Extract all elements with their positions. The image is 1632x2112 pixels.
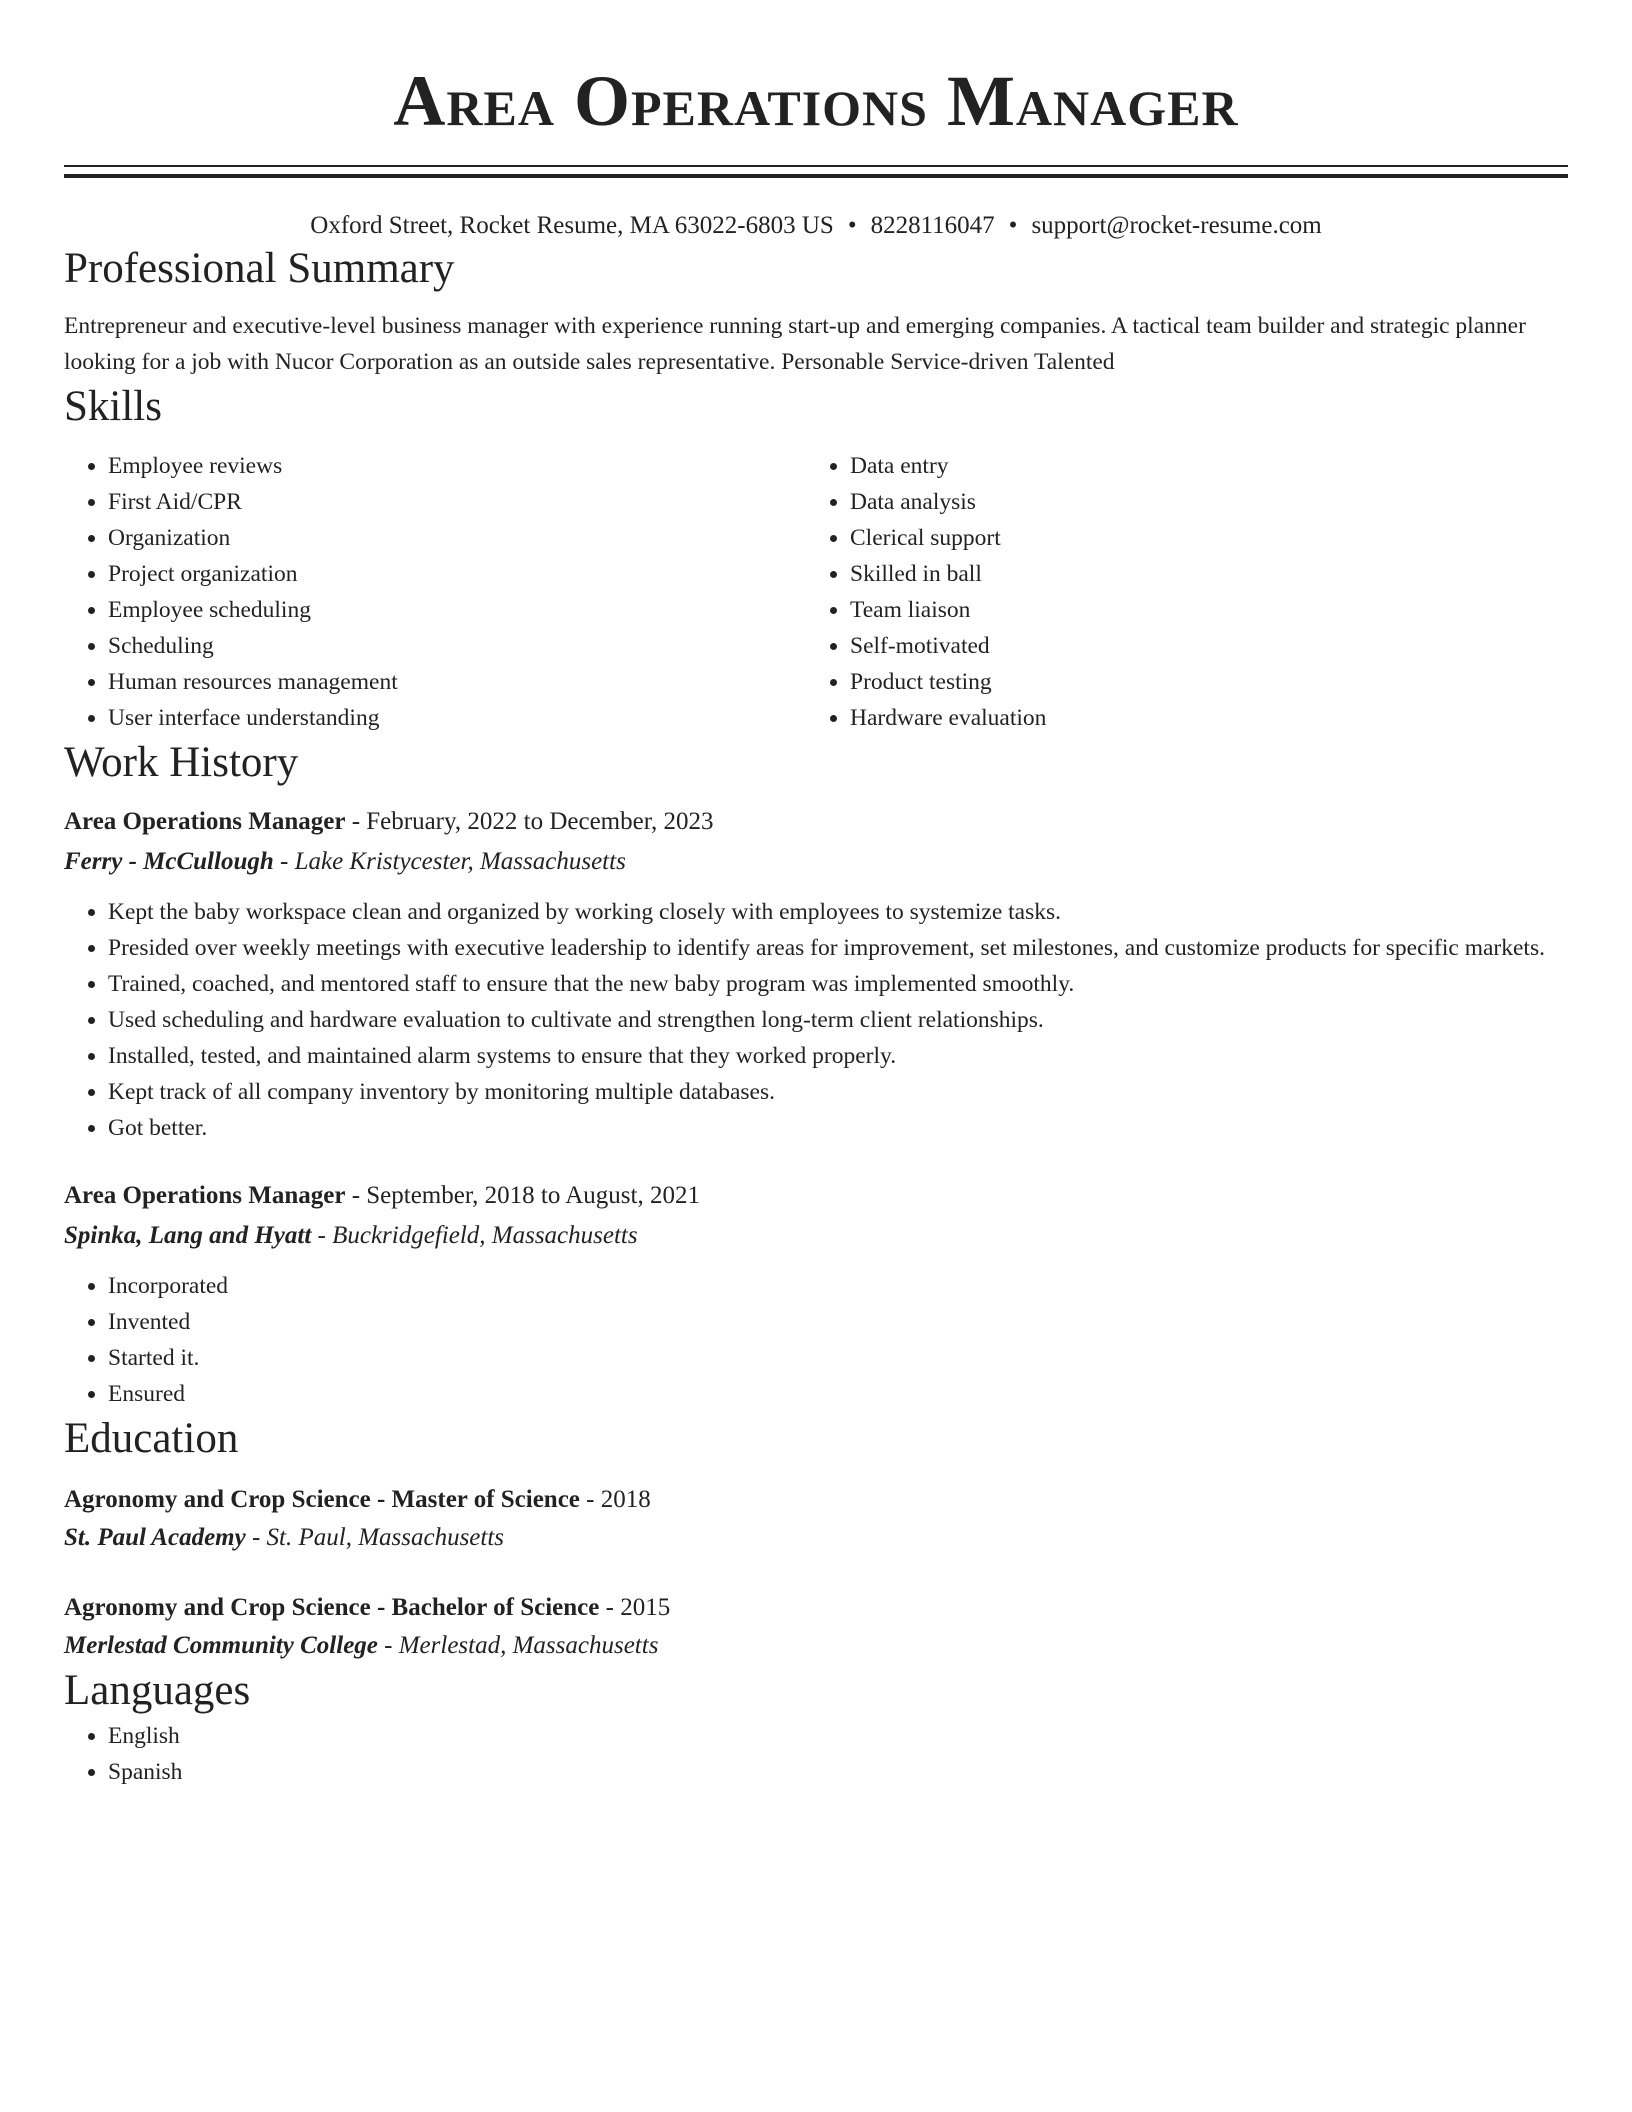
contact-phone: 8228116047 [870, 212, 995, 239]
section-title-languages: Languages [64, 1667, 251, 1714]
skill-item: • Team liaison [850, 592, 1548, 628]
job-duty: • Started it. [108, 1340, 1568, 1376]
job-company: Spinka, Lang and Hyatt [64, 1222, 312, 1249]
job-dates: - September, 2018 to August, 2021 [345, 1182, 700, 1209]
job-position: Area Operations Manager [64, 1182, 346, 1209]
contact-address: Oxford Street, Rocket Resume, MA 63022-6803 US [310, 212, 834, 239]
job-dates: - February, 2022 to December, 2023 [345, 808, 714, 835]
job-entry [64, 804, 1568, 1146]
summary-text: Entrepreneur and executive-level business manager with experience running start-up and emerging companies. A tactical team builder and strategic planner looking for a job with Nucor Corporation as an outside sales representative. Personable Service-driven Talented [64, 313, 1526, 375]
job-duty: • Invented [108, 1304, 1568, 1340]
resume-title: Area Operations Manager [393, 61, 1239, 141]
skill-item: • Organization [108, 520, 806, 556]
job-employer [64, 844, 1568, 880]
job-heading [64, 1178, 1568, 1214]
job-duty: • Used scheduling and hardware evaluation to cultivate and strengthen long-term client relationships. [108, 1002, 1568, 1038]
job-duties-list [64, 1268, 1568, 1412]
job-duty: • Installed, tested, and maintained alarm systems to ensure that they worked properly. [108, 1038, 1568, 1074]
skill-item: • Hardware evaluation [850, 700, 1548, 736]
skills-list-right [806, 448, 1548, 736]
skill-item: • Skilled in ball [850, 556, 1548, 592]
job-employer [64, 1218, 1568, 1254]
job-duty: • Kept track of all company inventory by monitoring multiple databases. [108, 1074, 1568, 1110]
job-entry [64, 1178, 1568, 1412]
language-item: • English [108, 1718, 1568, 1754]
education-year: - 2018 [579, 1486, 651, 1513]
bullet-separator: • [847, 212, 857, 239]
skills-list-left [64, 448, 806, 736]
skill-item: • First Aid/CPR [108, 484, 806, 520]
section-title-work-history: Work History [64, 739, 299, 786]
skill-item: • Clerical support [850, 520, 1548, 556]
job-location: - Buckridgefield, Massachusetts [311, 1222, 638, 1249]
skill-item: • Self-motivated [850, 628, 1548, 664]
languages-list [64, 1718, 1568, 1790]
skill-item: • Data analysis [850, 484, 1548, 520]
education-institution [64, 1520, 1568, 1556]
skill-item: • Employee scheduling [108, 592, 806, 628]
language-item: • Spanish [108, 1754, 1568, 1790]
skills-column-left [64, 448, 806, 736]
section-title-education: Education [64, 1415, 239, 1462]
contact-email: support@rocket-resume.com [1031, 212, 1322, 239]
job-duty: • Incorporated [108, 1268, 1568, 1304]
education-heading [64, 1590, 1568, 1626]
job-duty: • Kept the baby workspace clean and organized by working closely with employees to systemize tasks. [108, 894, 1568, 930]
education-heading [64, 1482, 1568, 1518]
job-duties-list [64, 894, 1568, 1146]
job-company: Ferry - McCullough [64, 848, 274, 875]
education-location: - Merlestad, Massachusetts [377, 1632, 659, 1659]
job-duty: • Got better. [108, 1110, 1568, 1146]
job-duty: • Ensured [108, 1376, 1568, 1412]
job-position: Area Operations Manager [64, 808, 346, 835]
education-degree: Agronomy and Crop Science - Master of Science [64, 1486, 580, 1513]
skill-item: • Product testing [850, 664, 1548, 700]
job-duty: • Trained, coached, and mentored staff to ensure that the new baby program was implemented smoothly. [108, 966, 1568, 1002]
job-location: - Lake Kristycester, Massachusetts [273, 848, 626, 875]
education-school: St. Paul Academy [64, 1524, 246, 1551]
skill-item: • Project organization [108, 556, 806, 592]
education-entry [64, 1590, 1568, 1664]
education-degree: Agronomy and Crop Science - Bachelor of Science [64, 1594, 600, 1621]
education-school: Merlestad Community College [64, 1632, 378, 1659]
section-title-skills: Skills [64, 383, 162, 430]
job-heading [64, 804, 1568, 840]
contact-line [64, 210, 1568, 242]
section-title-summary: Professional Summary [64, 245, 455, 292]
education-entry [64, 1482, 1568, 1556]
skill-item: • Scheduling [108, 628, 806, 664]
skills-columns [64, 448, 1568, 736]
bullet-separator: • [1008, 212, 1018, 239]
education-institution [64, 1628, 1568, 1664]
education-location: - St. Paul, Massachusetts [245, 1524, 505, 1551]
skills-column-right [806, 448, 1548, 736]
education-year: - 2015 [599, 1594, 671, 1621]
title-rule-thick [64, 174, 1568, 178]
title-rule-thin [64, 165, 1568, 167]
skill-item: • Data entry [850, 448, 1548, 484]
skill-item: • User interface understanding [108, 700, 806, 736]
skill-item: • Employee reviews [108, 448, 806, 484]
job-duty: • Presided over weekly meetings with executive leadership to identify areas for improvement, set milestones, and customize products for specific markets. [108, 930, 1568, 966]
skill-item: • Human resources management [108, 664, 806, 700]
